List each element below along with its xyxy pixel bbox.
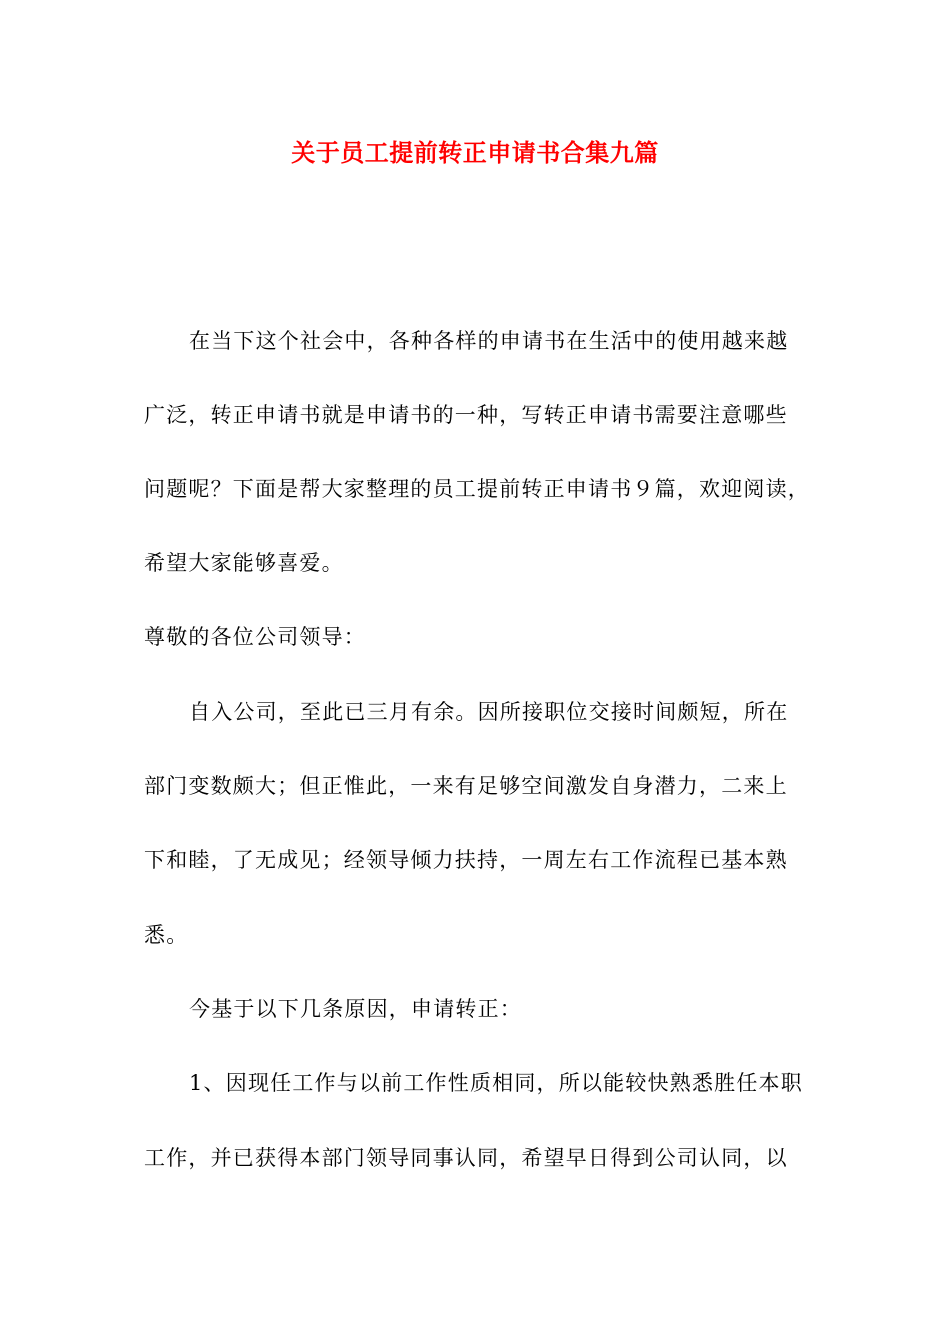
- paragraph-line: 部门变数颇大；但正惟此，一来有足够空间激发自身潜力，二来上: [144, 774, 788, 798]
- paragraph-line: 希望大家能够喜爱。: [144, 551, 344, 575]
- document-title: 关于员工提前转正申请书合集九篇: [291, 138, 659, 167]
- salutation-line: 尊敬的各位公司领导：: [144, 625, 366, 649]
- paragraph-line: 下和睦，了无成见；经领导倾力扶持，一周左右工作流程已基本熟: [144, 848, 788, 872]
- paragraph-line: 广泛，转正申请书就是申请书的一种，写转正申请书需要注意哪些: [144, 403, 788, 427]
- paragraph-line: 工作，并已获得本部门领导同事认同，希望早日得到公司认同，以: [144, 1146, 788, 1170]
- paragraph-line: 自入公司，至此已三月有余。因所接职位交接时间颇短，所在: [189, 700, 789, 724]
- paragraph-line: 问题呢？下面是帮大家整理的员工提前转正申请书９篇，欢迎阅读，: [144, 477, 810, 501]
- paragraph-line: 1、因现任工作与以前工作性质相同，所以能较快熟悉胜任本职: [189, 1071, 803, 1095]
- paragraph-line: 今基于以下几条原因，申请转正：: [189, 997, 522, 1021]
- paragraph-line: 悉。: [144, 923, 189, 947]
- paragraph-line: 在当下这个社会中，各种各样的申请书在生活中的使用越来越: [189, 329, 789, 353]
